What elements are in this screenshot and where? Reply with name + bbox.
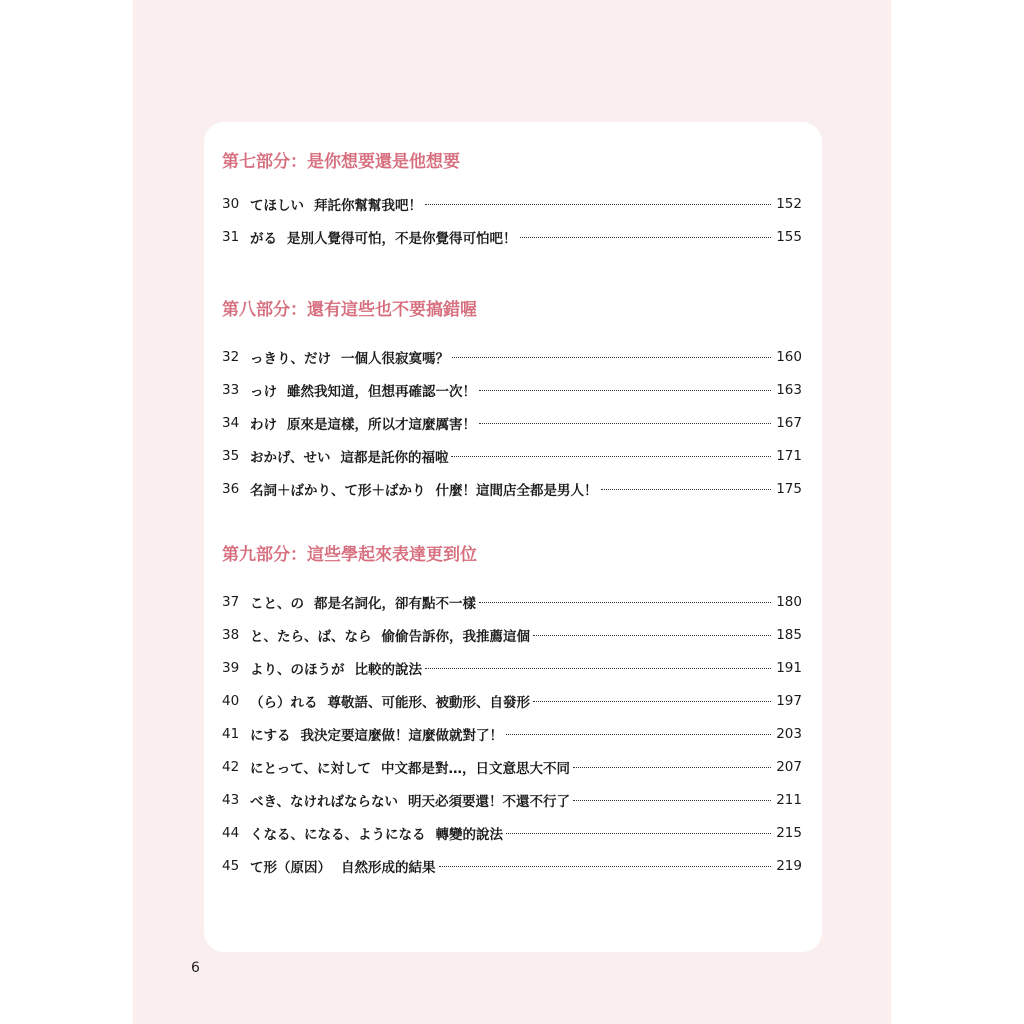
entry-number: 41: [222, 725, 240, 742]
toc-entry[interactable]: [222, 439, 802, 472]
dot-leader: [479, 390, 771, 391]
toc-entry[interactable]: [222, 187, 802, 220]
toc-entry[interactable]: [222, 618, 802, 651]
toc-entry[interactable]: [222, 783, 802, 816]
entry-chinese: 是別人覺得可怕，不是你覺得可怕吧！: [287, 230, 517, 247]
toc-entry[interactable]: [222, 585, 802, 618]
section-title: 第八部分：還有這些也不要搞錯喔: [222, 300, 477, 320]
dot-leader: [573, 800, 771, 801]
entry-page: 215: [776, 824, 802, 841]
dot-leader: [452, 357, 771, 358]
dot-leader: [506, 833, 771, 834]
toc-entry[interactable]: [222, 373, 802, 406]
entry-page: 197: [776, 692, 802, 709]
toc-entry[interactable]: [222, 849, 802, 882]
entry-chinese: 偷偷告訴你，我推薦這個: [381, 628, 530, 645]
entry-japanese: こと、の: [250, 595, 304, 612]
entry-number: 43: [222, 791, 240, 808]
entry-japanese: と、たら、ば、なら: [250, 628, 372, 645]
entry-page: 171: [776, 447, 802, 464]
entry-japanese: 名詞＋ばかり、て形＋ばかり: [250, 482, 426, 499]
toc-entry[interactable]: [222, 220, 802, 253]
entry-chinese: 這都是託你的福啦: [340, 449, 449, 466]
toc-entry[interactable]: [222, 340, 802, 373]
entry-japanese: くなる、になる、ようになる: [250, 826, 426, 843]
entry-chinese: 轉變的說法: [435, 826, 503, 843]
dot-leader: [479, 423, 771, 424]
entry-page: 180: [776, 593, 802, 610]
dot-leader: [425, 204, 771, 205]
entry-number: 42: [222, 758, 240, 775]
entry-chinese: 拜託你幫幫我吧！: [314, 197, 422, 214]
entry-number: 45: [222, 857, 240, 874]
entry-number: 39: [222, 659, 240, 676]
entry-japanese: より、のほうが: [250, 661, 345, 678]
page-number: 6: [191, 960, 200, 976]
entry-japanese: て形（原因）: [250, 859, 331, 876]
dot-leader: [425, 668, 771, 669]
entry-japanese: っけ: [250, 383, 277, 400]
entry-japanese: っきり、だけ: [250, 350, 331, 367]
entry-page: 185: [776, 626, 802, 643]
dot-leader: [506, 734, 771, 735]
entry-page: 163: [776, 381, 802, 398]
dot-leader: [573, 767, 771, 768]
entry-number: 32: [222, 348, 240, 365]
toc-entry[interactable]: [222, 717, 802, 750]
entry-japanese: わけ: [250, 416, 277, 433]
entry-number: 40: [222, 692, 240, 709]
entry-page: 203: [776, 725, 802, 742]
entry-chinese: 中文都是對…，日文意思大不同: [380, 760, 570, 777]
entry-japanese: おかげ、せい: [250, 449, 331, 466]
entry-japanese: にする: [250, 727, 291, 744]
dot-leader: [439, 866, 772, 867]
toc-entry[interactable]: [222, 684, 802, 717]
entry-page: 160: [776, 348, 802, 365]
entry-japanese: べき、なければならない: [250, 793, 398, 810]
entry-number: 36: [222, 480, 240, 497]
section-title: 第九部分：這些學起來表達更到位: [222, 545, 477, 565]
entry-japanese: にとって、に対して: [250, 760, 371, 777]
toc-entry[interactable]: [222, 406, 802, 439]
entry-chinese: 明天必須要還！不還不行了: [407, 793, 570, 810]
entry-page: 175: [776, 480, 802, 497]
entry-chinese: 一個人很寂寞嗎？: [341, 350, 449, 367]
dot-leader: [451, 456, 771, 457]
toc-entry[interactable]: [222, 472, 802, 505]
dot-leader: [533, 701, 771, 702]
entry-page: 191: [776, 659, 802, 676]
entry-number: 37: [222, 593, 240, 610]
toc-section-8: [222, 298, 802, 505]
entry-chinese: 比較的說法: [354, 661, 422, 678]
entry-page: 155: [776, 228, 802, 245]
entry-japanese: がる: [250, 230, 277, 247]
entry-number: 44: [222, 824, 240, 841]
entry-page: 152: [776, 195, 802, 212]
section-title: 第七部分：是你想要還是他想要: [222, 152, 460, 172]
toc-entry[interactable]: [222, 651, 802, 684]
entry-page: 211: [776, 791, 802, 808]
entry-number: 38: [222, 626, 240, 643]
dot-leader: [601, 489, 772, 490]
entry-chinese: 我決定要這麼做！這麼做就對了！: [300, 727, 503, 744]
entry-page: 167: [776, 414, 802, 431]
dot-leader: [520, 237, 772, 238]
entry-number: 34: [222, 414, 240, 431]
dot-leader: [479, 602, 771, 603]
entry-number: 35: [222, 447, 240, 464]
entry-chinese: 自然形成的結果: [341, 859, 436, 876]
entry-number: 30: [222, 195, 240, 212]
entry-japanese: （ら）れる: [250, 694, 318, 711]
entry-chinese: 原來是這樣，所以才這麼厲害！: [287, 416, 476, 433]
entry-japanese: てほしい: [250, 197, 304, 214]
entry-chinese: 尊敬語、可能形、被動形、自發形: [327, 694, 530, 711]
toc-section-7: [222, 150, 802, 253]
entry-page: 219: [776, 857, 802, 874]
toc-entry[interactable]: [222, 750, 802, 783]
entry-chinese: 雖然我知道，但想再確認一次！: [287, 383, 476, 400]
entry-number: 31: [222, 228, 240, 245]
dot-leader: [533, 635, 771, 636]
entry-page: 207: [776, 758, 802, 775]
toc-entry[interactable]: [222, 816, 802, 849]
entry-chinese: 都是名詞化，卻有點不一樣: [314, 595, 476, 612]
entry-chinese: 什麼！這間店全都是男人！: [435, 482, 598, 499]
toc-section-9: [222, 543, 802, 882]
entry-number: 33: [222, 381, 240, 398]
